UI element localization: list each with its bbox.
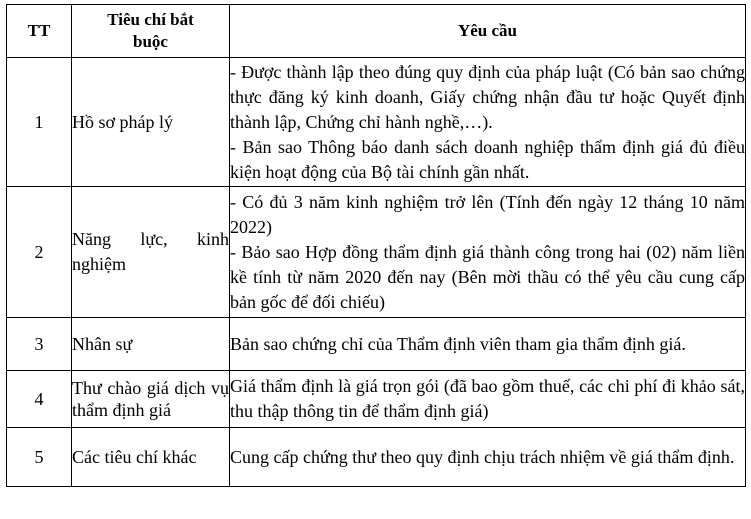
requirement-line: - Có đủ 3 năm kinh nghiệm trở lên (Tính đến ngày 12 tháng 10 năm 2022) xyxy=(230,191,745,237)
requirements-cell xyxy=(230,318,746,371)
requirement-line: Giá thẩm định là giá trọn gói (đã bao gồm thuế, các chi phí đi khảo sát, thu thập thông tin để thẩm định giá) xyxy=(230,376,745,421)
row-number: 4 xyxy=(7,371,72,428)
table-row xyxy=(7,371,746,428)
criteria-table xyxy=(6,4,746,487)
row-number: 3 xyxy=(7,318,72,371)
table-row xyxy=(7,58,746,187)
requirements-cell xyxy=(230,428,746,487)
header-tt: TT xyxy=(7,5,72,58)
requirement-line: - Bản sao Thông báo danh sách doanh nghiệp thẩm định giá đủ điều kiện hoạt động của Bộ tài chính gần nhất. xyxy=(230,136,745,182)
row-number: 2 xyxy=(7,187,72,318)
table-row xyxy=(7,187,746,318)
header-criteria: Tiêu chí bắt buộc xyxy=(72,5,230,58)
requirement-line: Cung cấp chứng thư theo quy định chịu trách nhiệm về giá thẩm định. xyxy=(230,446,735,467)
row-number: 5 xyxy=(7,428,72,487)
header-requirements: Yêu cầu xyxy=(230,5,746,58)
requirement-line: Bản sao chứng chỉ của Thẩm định viên tham gia thẩm định giá. xyxy=(230,333,686,354)
criteria-name: Năng lực, kinh nghiệm xyxy=(72,187,230,318)
row-number: 1 xyxy=(7,58,72,187)
criteria-name: Hồ sơ pháp lý xyxy=(72,58,230,187)
criteria-name: Nhân sự xyxy=(72,318,230,371)
requirements-cell xyxy=(230,187,746,318)
criteria-name: Thư chào giá dịch vụ thẩm định giá xyxy=(72,371,230,428)
table-row xyxy=(7,428,746,487)
requirements-cell xyxy=(230,371,746,428)
requirement-line: - Được thành lập theo đúng quy định của pháp luật (Có bản sao chứng thực đăng ký kinh doanh, Giấy chứng nhận đầu tư hoặc Quyết định thành lập, Chứng chỉ hành nghề,…). xyxy=(230,61,745,132)
table-header-row xyxy=(7,5,746,58)
table-row xyxy=(7,318,746,371)
requirement-line: - Bảo sao Hợp đồng thẩm định giá thành công trong hai (02) năm liền kề tính từ năm 2020 đến nay (Bên mời thầu có thể yêu cầu cung cấp bản gốc để đối chiếu) xyxy=(230,241,745,312)
requirements-cell xyxy=(230,58,746,187)
criteria-name: Các tiêu chí khác xyxy=(72,428,230,487)
